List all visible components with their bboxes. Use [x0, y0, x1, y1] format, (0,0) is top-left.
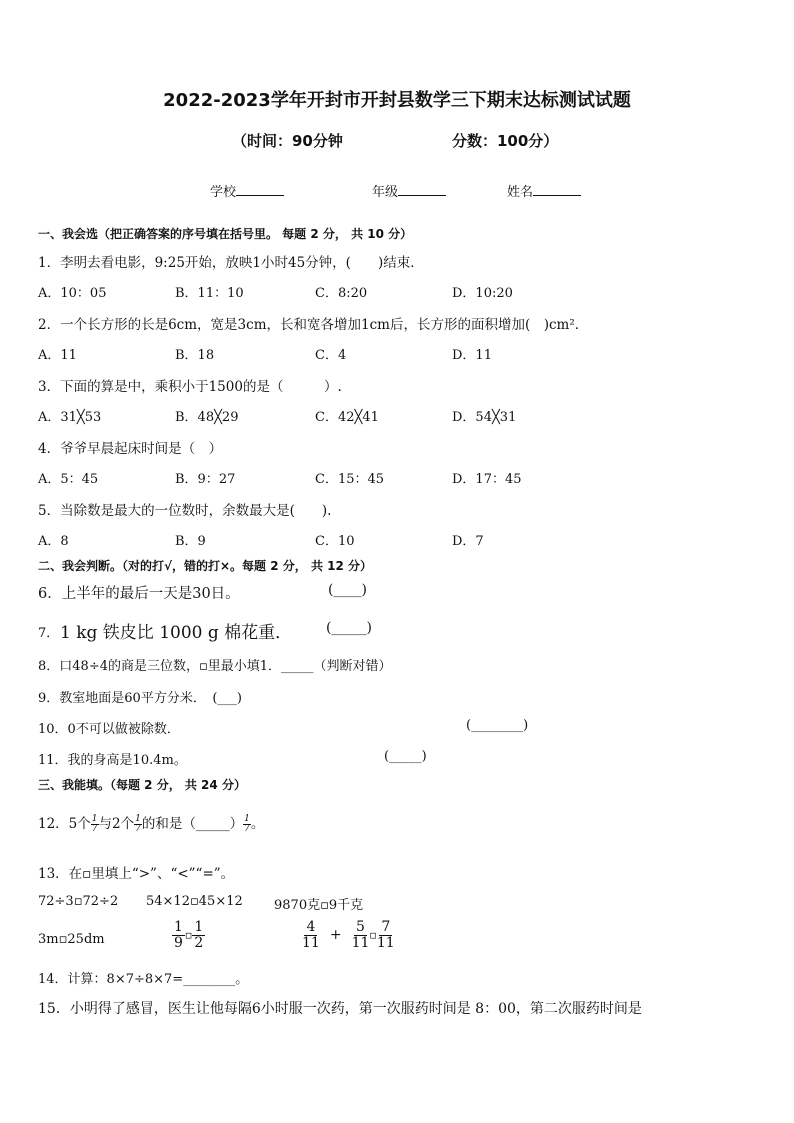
q13-f-plus: +: [329, 927, 342, 944]
q13-item-d[interactable]: 3m▫25dm: [38, 932, 105, 947]
q12-part-c[interactable]: 的和是（_____）: [141, 816, 244, 832]
name-field[interactable]: [507, 181, 581, 200]
grade-label: 年级: [372, 185, 399, 200]
grade-blank[interactable]: [398, 183, 446, 196]
school-blank[interactable]: [236, 183, 284, 196]
q3-option-a[interactable]: A．31╳53: [38, 410, 102, 425]
q3-option-d[interactable]: D．54╳31: [452, 410, 517, 425]
q13-f-fraction-3: $\frac{7}{11}$: [376, 919, 395, 951]
question-5: 5．当除数是最大的一位数时，余数最大是( ).: [38, 503, 332, 519]
q5-option-c[interactable]: C．10: [315, 534, 355, 549]
q3-option-b[interactable]: B．48╳29: [175, 410, 239, 425]
school-label: 学校: [210, 185, 237, 200]
question-12: [38, 812, 264, 834]
q13-f-fraction-1: $\frac{4}{11}$: [302, 919, 320, 951]
exam-score: 分数：100分）: [452, 132, 559, 150]
section-1-heading: 一、我会选（把正确答案的序号填在括号里。 每题 2 分， 共 10 分）: [38, 227, 413, 241]
exam-time: （时间：90分钟: [232, 132, 343, 150]
question-15: 15．小明得了感冒，医生让他每隔6小时服一次药，第一次服药时间是 8：00，第二次服药时间是: [38, 1001, 642, 1017]
q13-item-f[interactable]: [302, 920, 395, 950]
question-10: 10．0不可以做被除数．: [38, 722, 180, 737]
grade-field[interactable]: [372, 181, 446, 200]
question-8: 8．口48÷4的商是三位数，▫里最小填1．_____（判断对错）: [38, 659, 392, 674]
q13-item-b[interactable]: 54×12▫45×12: [146, 894, 243, 909]
q12-fraction-2: $\frac{1}{7}$: [135, 813, 141, 834]
question-7: 1 kg 铁皮比 1000 g 棉花重．: [60, 623, 293, 643]
q4-option-c[interactable]: C．15：45: [315, 472, 385, 487]
q5-option-a[interactable]: A．8: [38, 534, 69, 549]
q1-option-b[interactable]: B．11：10: [175, 286, 244, 301]
question-14: 14．计算：8×7÷8×7=________。: [38, 972, 249, 987]
q1-option-c[interactable]: C．8:20: [315, 286, 368, 301]
question-9: 9．教室地面是60平方分米． (___): [38, 691, 242, 706]
q13-e-compare-box[interactable]: ▫: [184, 928, 193, 942]
q12-part-b: 与2个: [98, 816, 135, 832]
q13-item-a[interactable]: 72÷3▫72÷2: [38, 894, 119, 909]
q2-option-b[interactable]: B．18: [175, 348, 215, 363]
q5-option-d[interactable]: D．7: [452, 534, 484, 549]
q4-option-b[interactable]: B．9：27: [175, 472, 236, 487]
q5-option-b[interactable]: B．9: [175, 534, 206, 549]
question-7-number: 7．: [38, 626, 60, 641]
q2-option-c[interactable]: C．4: [315, 348, 347, 363]
question-3: 3．下面的算是中，乘积小于1500的是（ ）.: [38, 379, 342, 395]
q2-option-d[interactable]: D．11: [452, 348, 492, 363]
question-1: 1．李明去看电影，9:25开始，放映1小时45分钟，( )结束．: [38, 255, 424, 271]
q2-option-a[interactable]: A．11: [38, 348, 77, 363]
section-2-heading: 二、我会判断。（对的打√，错的打×。每题 2 分， 共 12 分）: [38, 559, 372, 573]
q3-option-c[interactable]: C．42╳41: [315, 410, 379, 425]
name-blank[interactable]: [533, 183, 581, 196]
question-6: 6．上半年的最后一天是30日。: [38, 586, 240, 602]
q13-e-fraction-1: $\frac{1}{9}$: [174, 919, 183, 951]
q12-fraction-3: $\frac{1}{7}$: [244, 813, 250, 834]
question-13: 13．在▫里填上“>”、“<”“=”。: [38, 866, 235, 882]
q4-option-a[interactable]: A．5：45: [38, 472, 99, 487]
q12-part-d: 。: [250, 816, 265, 832]
q13-f-compare-box[interactable]: ▫: [369, 928, 377, 942]
q13-f-fraction-2: $\frac{5}{11}$: [351, 919, 370, 951]
q13-e-fraction-2: $\frac{1}{2}$: [194, 919, 204, 951]
q4-option-d[interactable]: D．17：45: [452, 472, 522, 487]
page-title: 2022-2023学年开封市开封县数学三下期末达标测试试题: [163, 90, 631, 111]
question-11: 11．我的身高是10.4m。: [38, 753, 187, 768]
q1-option-d[interactable]: D．10:20: [452, 286, 513, 301]
q7-answer-blank[interactable]: (_____): [326, 620, 372, 636]
q13-item-e[interactable]: [172, 920, 205, 950]
section-3-heading: 三、我能填。（每题 2 分， 共 24 分）: [38, 778, 246, 792]
q10-answer-blank[interactable]: (________): [466, 718, 529, 733]
question-2: 2．一个长方形的长是6cm，宽是3cm，长和宽各增加1cm后，长方形的面积增加( )cm²．: [38, 317, 589, 333]
question-4: 4．爷爷早晨起床时间是（ ）: [38, 441, 223, 457]
school-field[interactable]: [210, 181, 284, 200]
q12-fraction-1: $\frac{1}{7}$: [91, 813, 98, 834]
q12-part-a: 12．5个: [38, 816, 91, 832]
q13-item-c[interactable]: 9870克▫9千克: [274, 898, 364, 913]
q1-option-a[interactable]: A．10：05: [38, 286, 107, 301]
q6-answer-blank[interactable]: (____): [328, 582, 367, 598]
q11-answer-blank[interactable]: (_____): [384, 749, 427, 764]
name-label: 姓名: [507, 185, 534, 200]
